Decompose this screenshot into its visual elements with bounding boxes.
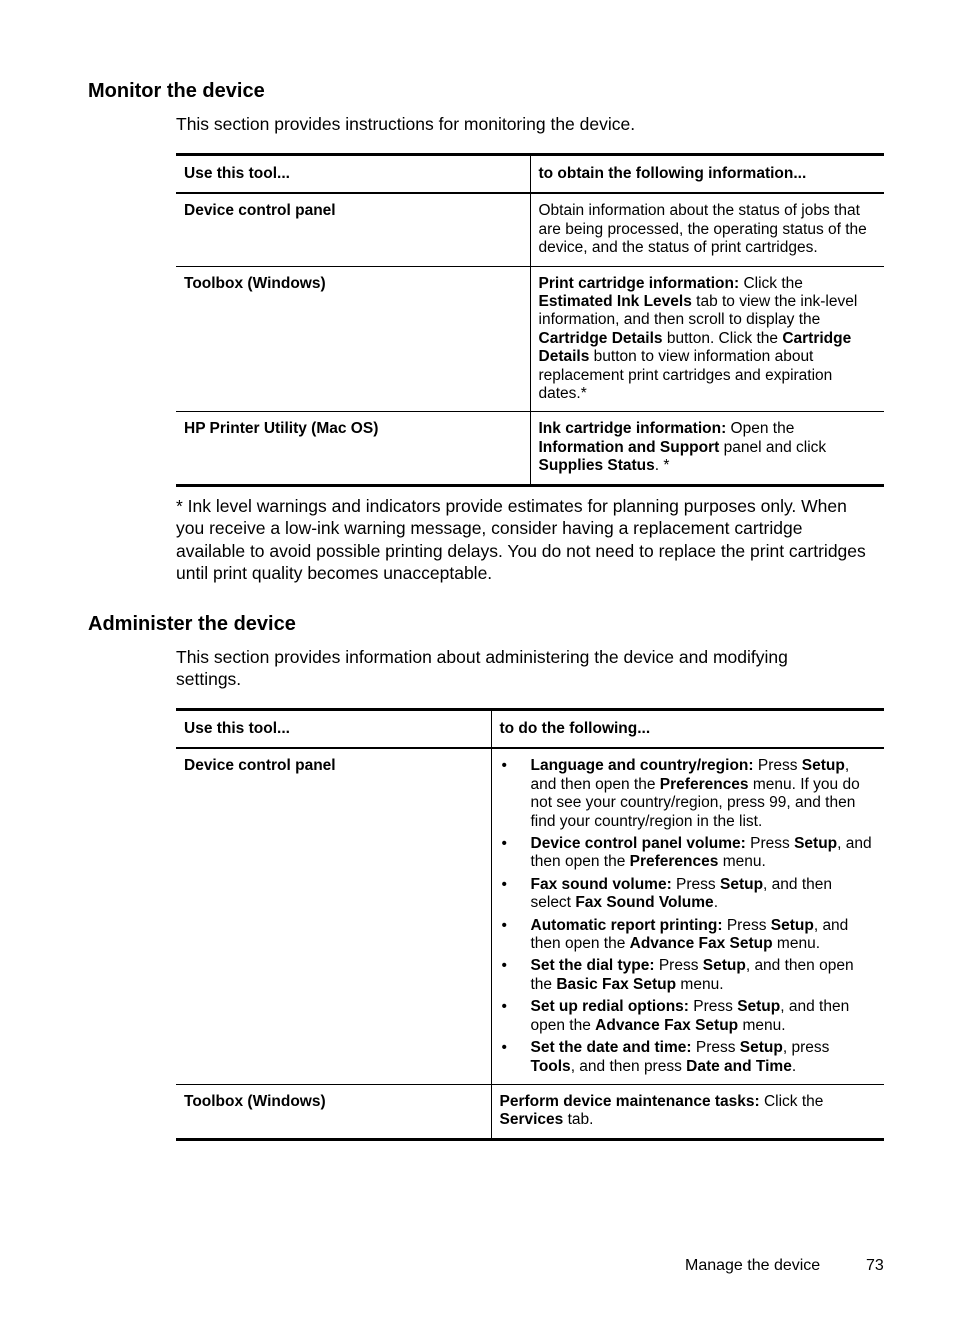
column-header-action: to do the following... bbox=[499, 720, 651, 737]
table-header-row bbox=[176, 155, 884, 194]
bold-text: Date and Time bbox=[686, 1057, 792, 1075]
bold-text: Setup bbox=[702, 957, 746, 975]
text-run: . * bbox=[654, 457, 670, 475]
text-run: . bbox=[713, 894, 718, 912]
bold-text: Fax sound volume: bbox=[530, 875, 672, 893]
text-run: , and then open the bbox=[530, 835, 872, 871]
monitor-table bbox=[176, 153, 884, 487]
description-cell bbox=[530, 193, 884, 266]
bold-text: Setup bbox=[739, 1039, 783, 1057]
bold-text: Setup bbox=[801, 757, 845, 775]
text-run: Open the bbox=[726, 420, 795, 438]
bold-text: Setup bbox=[794, 835, 838, 853]
description-cell bbox=[491, 748, 884, 1084]
bullet-icon: • bbox=[501, 916, 507, 934]
tool-cell: Device control panel bbox=[176, 193, 530, 266]
text-run: Press bbox=[691, 1039, 740, 1057]
text-run: , and then open the bbox=[530, 998, 850, 1034]
text-run: menu. bbox=[738, 1016, 786, 1034]
bold-text: Advance Fax Setup bbox=[595, 1016, 739, 1034]
text-run: , and then open the bbox=[530, 916, 849, 953]
text-run: button to view information about replacement print cartridges and expiration dates.* bbox=[538, 348, 833, 403]
bold-text: Preferences bbox=[629, 853, 719, 871]
tool-cell: Device control panel bbox=[176, 748, 491, 1084]
list-item bbox=[500, 957, 877, 994]
table-header-row bbox=[176, 710, 884, 749]
column-header-info: to obtain the following information... bbox=[538, 165, 807, 182]
bold-text: Supplies Status bbox=[538, 457, 655, 475]
bold-text: Print cartridge information: bbox=[538, 274, 740, 292]
text-run: Press bbox=[688, 998, 738, 1016]
bold-text: Preferences bbox=[659, 775, 749, 793]
text-run: Press bbox=[671, 875, 720, 893]
list-item bbox=[500, 917, 877, 954]
text-run: menu. bbox=[772, 935, 821, 953]
table-row bbox=[176, 1084, 884, 1139]
bold-text: Set the dial type: bbox=[530, 957, 655, 975]
table-row bbox=[176, 748, 884, 1084]
tool-cell: Toolbox (Windows) bbox=[176, 266, 530, 412]
text-run: Press bbox=[722, 916, 771, 934]
bold-text: Set the date and time: bbox=[530, 1039, 692, 1057]
list-item bbox=[500, 876, 877, 913]
text-run: Press bbox=[654, 957, 703, 975]
bold-text: Perform device maintenance tasks: bbox=[499, 1092, 760, 1110]
text-run: , and then select bbox=[530, 875, 832, 912]
bullet-icon: • bbox=[501, 1039, 507, 1057]
text-run: menu. bbox=[676, 975, 724, 993]
section-intro-administer: This section provides information about administering the device and modifying settings. bbox=[176, 647, 788, 689]
text-run: Obtain information about the status of jobs that are being processed, the operating status of the device, and the status of print cartridges. bbox=[538, 202, 867, 257]
tool-cell: HP Printer Utility (Mac OS) bbox=[176, 412, 530, 485]
text-run: Press bbox=[753, 757, 802, 775]
text-run: , and then open the bbox=[530, 957, 854, 993]
bold-text: Advance Fax Setup bbox=[629, 935, 773, 953]
text-run: Press bbox=[745, 835, 795, 853]
text-run: button. Click the bbox=[662, 329, 783, 347]
bullet-icon: • bbox=[501, 998, 507, 1016]
bullet-icon: • bbox=[501, 957, 507, 975]
bullet-list bbox=[500, 757, 877, 1076]
bold-text: Setup bbox=[737, 998, 781, 1016]
text-run: , and then open the bbox=[530, 757, 850, 793]
bold-text: Ink cartridge information: bbox=[538, 420, 727, 438]
list-item bbox=[500, 757, 877, 831]
footer-section-title: Manage the device bbox=[685, 1257, 821, 1274]
text-run: panel and click bbox=[719, 438, 827, 456]
bold-text: Information and Support bbox=[538, 438, 720, 456]
bold-text: Automatic report printing: bbox=[530, 916, 723, 934]
bold-text: Language and country/region: bbox=[530, 757, 754, 775]
table-row bbox=[176, 193, 884, 266]
column-header-tool: Use this tool... bbox=[176, 710, 491, 749]
bullet-icon: • bbox=[501, 757, 507, 775]
column-header-tool: Use this tool... bbox=[176, 155, 530, 194]
bold-text: Device control panel volume: bbox=[530, 835, 746, 853]
text-run: tab. bbox=[563, 1111, 594, 1129]
table-row bbox=[176, 266, 884, 412]
section-heading-monitor: Monitor the device bbox=[88, 80, 265, 102]
bold-text: Setup bbox=[770, 916, 814, 934]
text-run: . bbox=[791, 1057, 797, 1075]
description-cell bbox=[491, 1084, 884, 1139]
text-run: , press bbox=[782, 1039, 830, 1057]
bold-text: Basic Fax Setup bbox=[556, 975, 677, 993]
bold-text: Services bbox=[499, 1111, 564, 1129]
page-number: 73 bbox=[866, 1257, 884, 1274]
description-cell bbox=[530, 412, 884, 485]
bold-text: Setup bbox=[719, 875, 764, 893]
ink-level-footnote: * Ink level warnings and indicators provide estimates for planning purposes only. When you receive a low-ink warning message, consider having a replacement cartridge available to avoid possible printing delays. You do not need to replace the print cartridges until print quality becomes unacceptable. bbox=[176, 496, 866, 583]
bold-text: Tools bbox=[530, 1057, 571, 1075]
text-run: , and then press bbox=[570, 1057, 687, 1075]
text-run: menu. If you do not see your country/region, press 99, and then find your country/region in the list. bbox=[530, 775, 860, 830]
text-run: menu. bbox=[718, 853, 766, 871]
text-run: tab to view the ink-level information, and then scroll to display the bbox=[538, 293, 858, 329]
administer-table bbox=[176, 708, 884, 1141]
list-item bbox=[500, 835, 877, 872]
text-run: Click the bbox=[759, 1092, 824, 1110]
bullet-icon: • bbox=[501, 835, 507, 853]
list-item bbox=[500, 1039, 877, 1076]
bold-text: Cartridge Details bbox=[538, 329, 852, 366]
text-run: Click the bbox=[739, 274, 803, 292]
table-row bbox=[176, 412, 884, 485]
bold-text: Estimated Ink Levels bbox=[538, 293, 692, 311]
bold-text: Fax Sound Volume bbox=[575, 894, 714, 912]
description-cell bbox=[530, 266, 884, 412]
tool-cell: Toolbox (Windows) bbox=[176, 1084, 491, 1139]
bullet-icon: • bbox=[501, 875, 507, 893]
section-intro-monitor: This section provides instructions for monitoring the device. bbox=[176, 114, 636, 134]
list-item bbox=[500, 998, 877, 1035]
section-heading-administer: Administer the device bbox=[88, 613, 296, 635]
bold-text: Cartridge Details bbox=[538, 329, 663, 347]
bold-text: Set up redial options: bbox=[530, 998, 689, 1016]
